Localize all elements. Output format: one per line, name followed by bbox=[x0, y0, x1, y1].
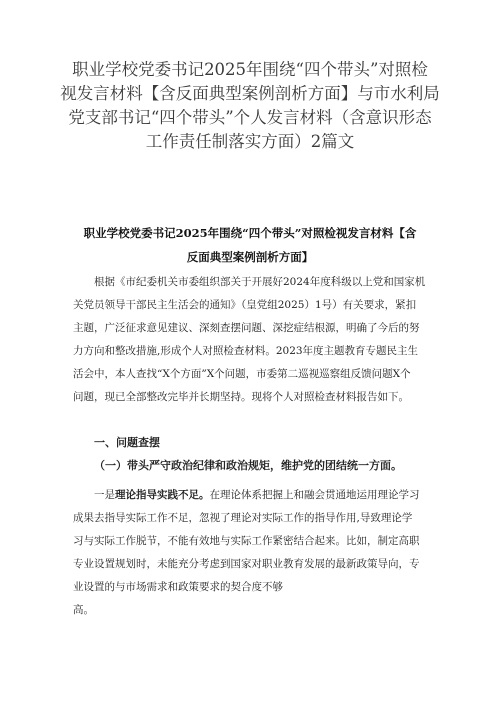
intro-line: 力方向和整改措施,形成个人对照检查材料。2023年度主题教育专题民主生 bbox=[73, 345, 419, 357]
paragraph-line: 专业设置规划时，未能充分考虑到国家对职业教育发展的最新政策导向，专 bbox=[73, 558, 420, 570]
document-main-title bbox=[60, 58, 440, 154]
heading-problems: 一、问题查摆 bbox=[94, 436, 160, 449]
intro-line: 关党员领导干部民主生活会的通知》（皇党组2025）1号）有关要求，紧扣 bbox=[73, 299, 417, 311]
para-lead: 一是 bbox=[94, 489, 115, 501]
section-title bbox=[80, 221, 420, 269]
main-title-line: 职业学校党委书记2025年围绕“四个带头”对照检 bbox=[72, 60, 428, 79]
subheading-political-discipline: （一）带头严守政治纪律和政治规矩，维护党的团结统一方面。 bbox=[94, 459, 402, 472]
para-first-rest: 在理论体系把握上和融会贯通地运用理论学习 bbox=[209, 489, 420, 501]
intro-paragraph bbox=[73, 271, 426, 409]
paragraph-line: 业设置的与市场需求和政策要求的契合度不够 bbox=[73, 581, 283, 593]
main-title-line: 党支部书记“四个带头”个人发言材料（含意识形态 bbox=[68, 108, 432, 127]
section-title-line: 反面典型案例剖析方面】 bbox=[186, 250, 314, 264]
intro-line: 活会中，本人查找“X个方面”X个问题，市委第二巡视巡察组反馈问题X个 bbox=[73, 368, 411, 380]
intro-line: 主题，广泛征求意见建议、深刻查摆问题、深挖症结根源，明确了今后的努 bbox=[73, 322, 420, 334]
section-title-line: 职业学校党委书记2025年围绕“四个带头”对照检视发言材料【含 bbox=[83, 226, 417, 240]
paragraph-line: 高。 bbox=[73, 604, 94, 616]
intro-line: 根据《市纪委机关市委组织部关于开展好2024年度科级以上党和国家机 bbox=[94, 276, 426, 288]
paragraph-theory-practice bbox=[73, 484, 420, 622]
para-bold-phrase: 理论指导实践不足。 bbox=[115, 489, 210, 501]
paragraph-line: 习与实际工作脱节，不能有效地与实际工作紧密结合起来。比如，制定高职 bbox=[73, 535, 420, 547]
intro-line: 问题，现已全部整改完毕并长期坚持。现将个人对照检查材料报告如下。 bbox=[73, 391, 409, 403]
paragraph-line: 成果去指导实际工作不足，忽视了理论对实际工作的指导作用,导致理论学 bbox=[73, 512, 413, 524]
main-title-line: 工作责任制落实方面）2篇文 bbox=[145, 132, 355, 151]
paragraph-line bbox=[94, 484, 420, 507]
main-title-line: 视发言材料【含反面典型案例剖析方面】与市水利局 bbox=[60, 84, 440, 103]
